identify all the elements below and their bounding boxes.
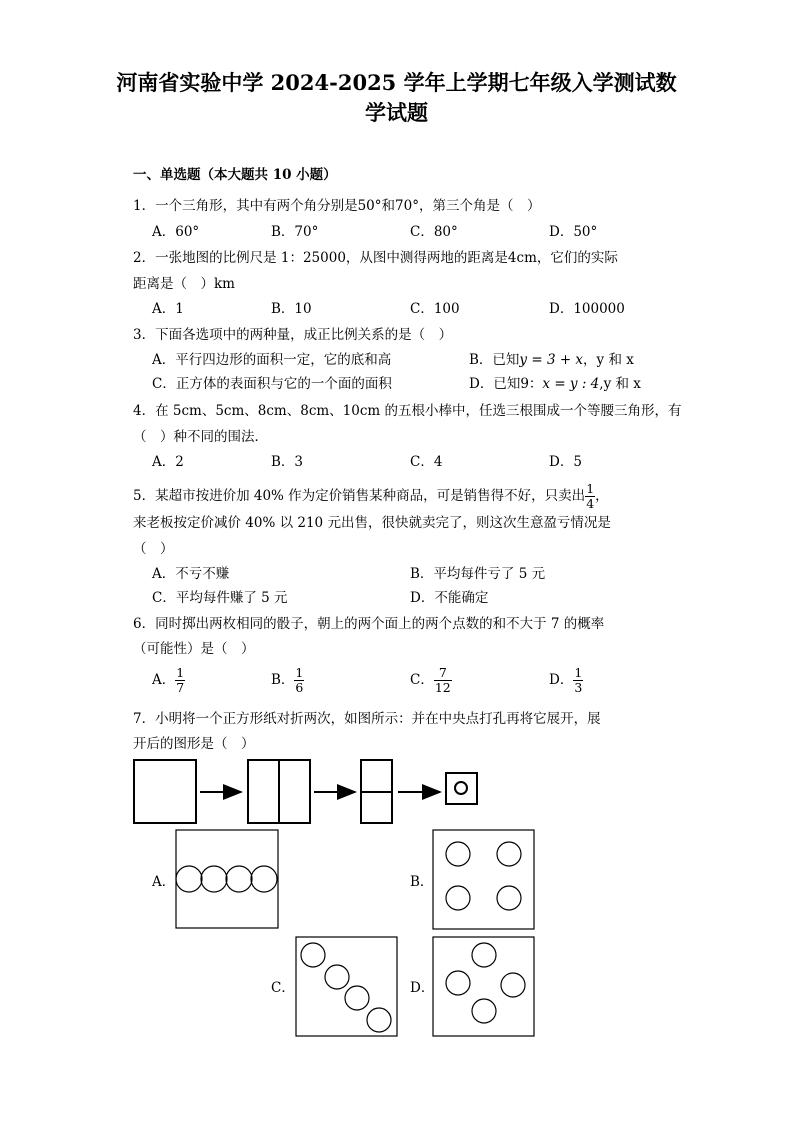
q1-option-d: D．50° xyxy=(549,224,598,240)
q6-option-b-denominator: 6 xyxy=(295,680,304,695)
q4-option-d: D．5 xyxy=(549,454,582,470)
q4-stem-line-1: 4．在 5cm、5cm、8cm、8cm、10cm 的五根小棒中，任选三根围成一个等腰三角形，有 xyxy=(133,403,682,419)
q2-option-b: B．10 xyxy=(271,301,312,317)
q6-stem-line-1: 6．同时掷出两枚相同的骰子，朝上的两个面上的两个点数的和不大于 7 的概率 xyxy=(133,616,605,632)
option-c-figure xyxy=(296,937,397,1036)
q6-option-d-label: D． xyxy=(549,672,574,688)
q6-option-c-denominator: 12 xyxy=(434,680,451,695)
q1-option-a: A．60° xyxy=(152,224,200,240)
q6-option-d-denominator: 3 xyxy=(574,680,583,695)
page-title-line-2: 学试题 xyxy=(365,100,428,125)
q6-option-c-numerator: 7 xyxy=(434,666,452,681)
q2-option-c: C．100 xyxy=(410,301,460,317)
page-title-line-1: 河南省实验中学 2024-2025 学年上学期七年级入学测试数 xyxy=(116,70,677,95)
q6-option-a-denominator: 7 xyxy=(176,680,185,695)
q5-stem-suffix: ， xyxy=(595,488,609,504)
option-b-figure xyxy=(433,830,534,929)
q2-stem-line-2: 距离是（ ）km xyxy=(133,276,235,292)
q5-stem-line-2: 来老板按定价减价 40% 以 210 元出售，很快就卖完了，则这次生意盈亏情况是 xyxy=(133,515,611,531)
q1-option-c: C．80° xyxy=(410,224,458,240)
q6-option-a-numerator: 1 xyxy=(176,665,185,680)
q7-option-c: C． xyxy=(271,980,295,996)
q4-option-b: B．3 xyxy=(271,454,304,470)
q4-option-c: C．4 xyxy=(410,454,443,470)
q7-option-a: A． xyxy=(152,874,176,890)
q3-option-a: A．平行四边形的面积一定，它的底和高 xyxy=(152,352,392,368)
q3-option-c: C．正方体的表面积与它的一个面的面积 xyxy=(152,376,392,392)
q3-option-b-expression: y = 3 + x xyxy=(519,352,584,368)
q4-stem-line-2: （ ）种不同的围法． xyxy=(133,429,268,445)
q2-option-d: D．100000 xyxy=(549,301,625,317)
q3-option-b-suffix: ，y 和 x xyxy=(583,352,634,368)
q6-stem-line-2: （可能性）是（ ） xyxy=(133,641,255,657)
q2-option-a: A．1 xyxy=(152,301,184,317)
q3-option-d-expression: x = y : 4 xyxy=(542,376,600,392)
q1-option-b: B．70° xyxy=(271,224,319,240)
q5-stem-prefix: 5．某超市按进价加 40% 作为定价销售某种商品，可是销售得不好，只卖出 xyxy=(133,488,586,504)
fold-sequence-diagram xyxy=(134,760,477,823)
fold-step-1-square xyxy=(134,760,196,823)
q5-option-c: C．平均每件赚了 5 元 xyxy=(152,590,288,606)
option-a-figure xyxy=(176,830,278,928)
q6-option-d-numerator: 1 xyxy=(574,665,583,680)
option-d-figure xyxy=(433,937,534,1036)
q5-stem-line-3: （ ） xyxy=(133,541,174,557)
q7-option-b: B． xyxy=(410,874,434,890)
q7-stem-line-2: 开后的图形是（ ） xyxy=(133,736,255,752)
section-heading: 一、单选题（本大题共 10 小题） xyxy=(133,167,337,183)
q5-fraction-numerator: 1 xyxy=(586,481,595,496)
fold-step-4-square xyxy=(446,773,477,804)
q5-option-a: A．不亏不赚 xyxy=(152,566,230,582)
q5-fraction-denominator: 4 xyxy=(586,496,595,511)
q6-option-c-label: C． xyxy=(410,672,434,688)
q2-stem-line-1: 2．一张地图的比例尺是 1：25000，从图中测得两地的距离是4cm，它们的实际 xyxy=(133,250,618,266)
q6-option-b-label: B． xyxy=(271,672,295,688)
q3-stem: 3．下面各选项中的两种量，成正比例关系的是（ ） xyxy=(133,327,453,343)
q5-option-b: B．平均每件亏了 5 元 xyxy=(410,566,546,582)
q7-option-d: D． xyxy=(410,980,435,996)
q4-option-a: A．2 xyxy=(152,454,184,470)
q3-option-d-prefix: D．已知9： xyxy=(469,376,543,392)
q6-option-b-numerator: 1 xyxy=(295,665,304,680)
q5-option-d: D．不能确定 xyxy=(410,590,489,606)
q1-stem: 1．一个三角形，其中有两个角分别是50°和70°，第三个角是（ ） xyxy=(133,198,541,214)
q3-option-d-suffix: ,y 和 x xyxy=(599,376,641,392)
q3-option-b-prefix: B．已知 xyxy=(469,352,520,368)
q7-stem-line-1: 7．小明将一个正方形纸对折两次，如图所示：并在中央点打孔再将它展开，展 xyxy=(133,711,601,727)
fold-step-4-hole xyxy=(455,782,467,794)
q6-option-a-label: A． xyxy=(152,672,176,688)
